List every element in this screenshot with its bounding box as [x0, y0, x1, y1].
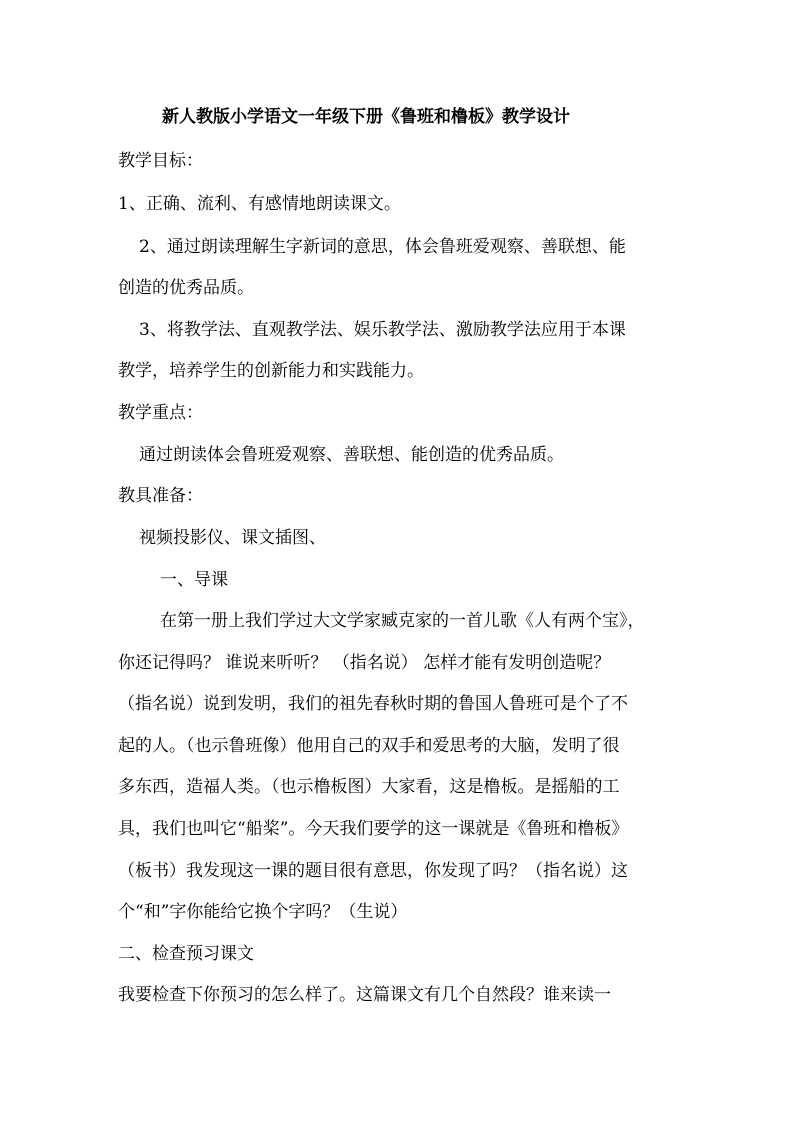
- document-title: 新人教版小学语文一年级下册《鲁班和橹板》教学设计: [162, 107, 570, 127]
- heading-key-points: 教学重点：: [118, 403, 203, 423]
- preview-paragraph-line-1: 我要检查下你预习的怎么样了。这篇课文有几个自然段？谁来读一: [118, 985, 611, 1005]
- heading-teaching-objectives: 教学目标：: [118, 151, 203, 171]
- intro-paragraph-line-8: 个“和”字你能给它换个字吗？（生说）: [118, 902, 408, 922]
- intro-paragraph-line-7: （板书）我发现这一课的题目很有意思，你发现了吗？（指名说）这: [118, 861, 628, 881]
- intro-paragraph-line-4: 起的人。（也示鲁班像）他用自己的双手和爱思考的大脑，发明了很: [118, 736, 620, 756]
- heading-teaching-aids: 教具准备：: [118, 486, 203, 506]
- intro-paragraph-line-1: 在第一册上我们学过大文学家臧克家的一首儿歌《人有两个宝》，: [160, 611, 645, 631]
- intro-paragraph-line-3: （指名说）说到发明，我们的祖先春秋时期的鲁国人鲁班可是个了不: [118, 694, 628, 714]
- teaching-aids-text: 视频投影仪、课文插图、: [139, 528, 326, 548]
- intro-paragraph-line-2: 你还记得吗？ 谁说来听听？ （指名说） 怎样才能有发明创造呢？: [118, 653, 611, 673]
- section-intro-heading: 一、导课: [160, 570, 228, 590]
- objective-3-line-2: 教学，培养学生的创新能力和实践能力。: [118, 361, 424, 381]
- intro-paragraph-line-5: 多东西，造福人类。（也示橹板图）大家看，这是橹板。是摇船的工: [118, 777, 620, 797]
- intro-paragraph-line-6: 具，我们也叫它“船桨”。今天我们要学的这一课就是《鲁班和橹板》: [118, 819, 629, 839]
- objective-2-line-1: 2、通过朗读理解生字新词的意思，体会鲁班爱观察、善联想、能: [139, 237, 626, 257]
- section-preview-heading: 二、检查预习课文: [118, 944, 254, 964]
- objective-1: 1、正确、流利、有感情地朗读课文。: [118, 194, 401, 214]
- key-point-text: 通过朗读体会鲁班爱观察、善联想、能创造的优秀品质。: [139, 445, 564, 465]
- objective-3-line-1: 3、将教学法、直观教学法、娱乐教学法、激励教学法应用于本课: [139, 320, 626, 340]
- objective-2-line-2: 创造的优秀品质。: [118, 278, 254, 298]
